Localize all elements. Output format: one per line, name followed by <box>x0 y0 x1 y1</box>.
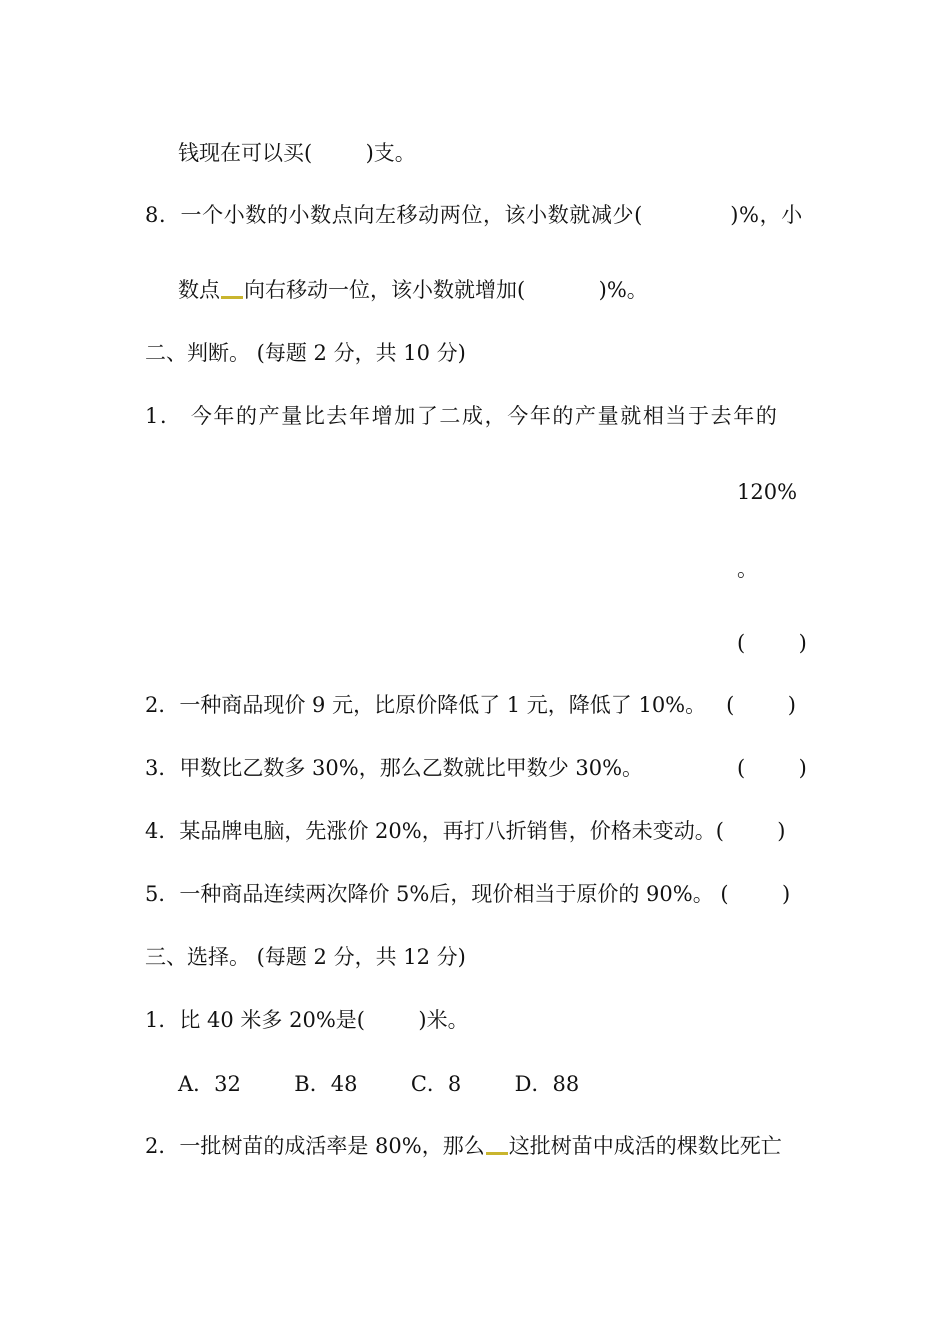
section-heading-judgment: 二、判断。 (每题 2 分，共 10 分) <box>145 341 466 365</box>
text-line-judgment-2: 2．一种商品现价 9 元，比原价降低了 1 元，降低了 10%。 ( ) <box>145 693 796 717</box>
text-line-choice-2 <box>145 1133 782 1159</box>
section-heading-choice: 三、选择。 (每题 2 分，共 12 分) <box>145 945 466 969</box>
answer-blank: ( ) <box>737 756 807 780</box>
text-fragment: 这批树苗中成活的棵数比死亡 <box>508 1134 782 1158</box>
revision-mark <box>486 1152 508 1155</box>
text-fragment: 数点 <box>178 278 220 302</box>
text-line-period: 。 <box>737 557 758 581</box>
choice-options: A．32 B．48 C．8 D．88 <box>178 1072 580 1096</box>
text-line-q8-continuation <box>178 277 648 303</box>
text-line-q8: 8．一个小数的小数点向左移动两位，该小数就减少( )%，小 <box>145 203 803 227</box>
text-line-judgment-3: 3．甲数比乙数多 30%，那么乙数就比甲数少 30%。 <box>145 756 644 780</box>
text-line-choice-1: 1．比 40 米多 20%是( )米。 <box>145 1008 469 1032</box>
text-line-judgment-1: 1． 今年的产量比去年增加了二成，今年的产量就相当于去年的 <box>145 404 779 428</box>
text-fragment: 2．一批树苗的成活率是 80%，那么 <box>145 1134 485 1158</box>
answer-blank: ( ) <box>737 631 807 655</box>
text-fragment: 向右移动一位，该小数就增加( )%。 <box>244 278 648 302</box>
text-line-q7-continuation: 钱现在可以买( )支。 <box>178 141 416 165</box>
text-line-judgment-4: 4．某品牌电脑，先涨价 20%，再打八折销售，价格未变动。( ) <box>145 819 786 843</box>
revision-mark <box>221 296 243 299</box>
text-line-judgment-5: 5．一种商品连续两次降价 5%后，现价相当于原价的 90%。 ( ) <box>145 882 791 906</box>
text-line-percent: 120% <box>737 480 798 504</box>
